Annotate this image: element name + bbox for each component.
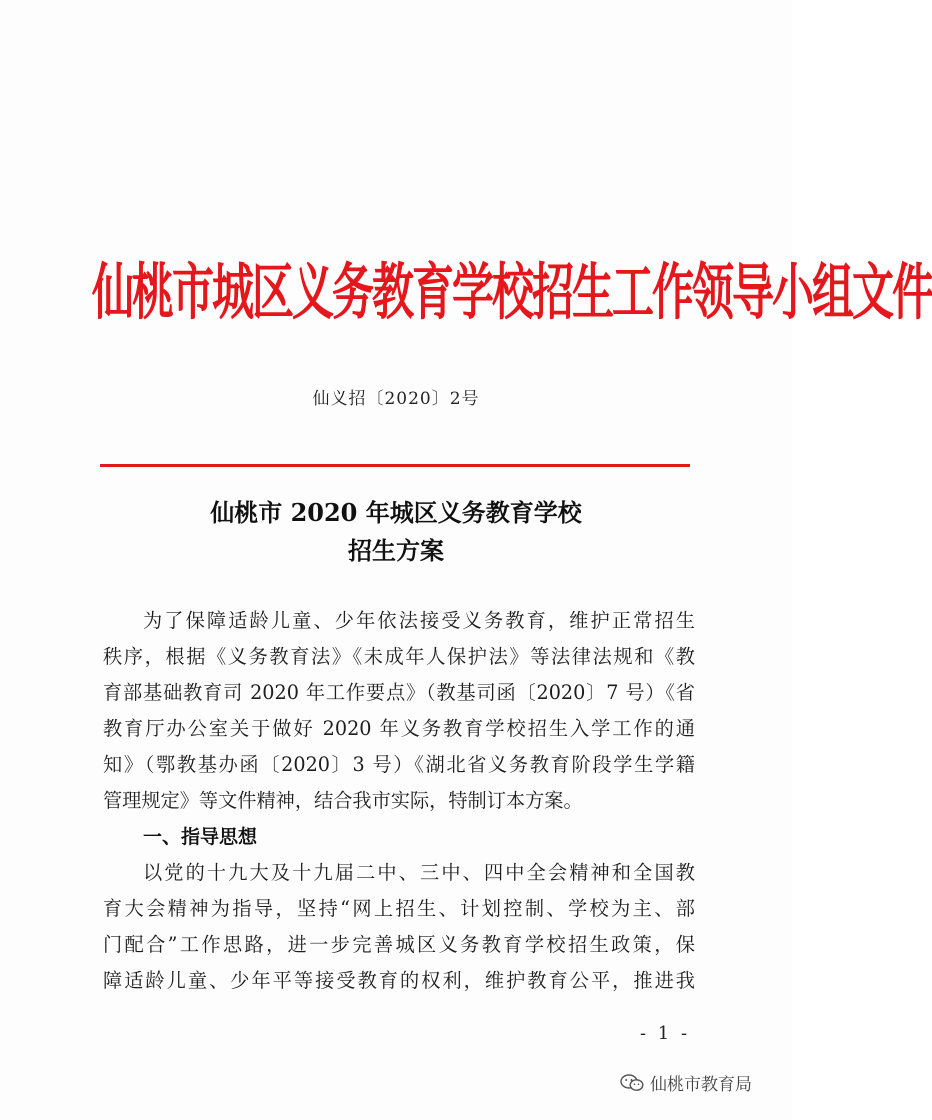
document-header: 仙桃市城区义务教育学校招生工作领导小组文件 — [92, 256, 932, 328]
document-title — [0, 494, 792, 570]
section-heading: 一、指导思想 — [143, 826, 258, 848]
paragraph-line: 门配合”工作思路，进一步完善城区义务教育学校招生政策，保 — [103, 933, 695, 956]
paragraph-line: 管理规定》等文件精神，结合我市实际，特制订本方案。 — [103, 789, 583, 812]
title-line-1: 仙桃市 2020 年城区义务教育学校 — [210, 498, 582, 527]
document-body — [103, 603, 695, 999]
page-number: - 1 - — [640, 1023, 691, 1044]
paragraph-line: 为了保障适龄儿童、少年依法接受义务教育，维护正常招生 — [143, 609, 695, 632]
paragraph-line: 秩序，根据《义务教育法》《未成年人保护法》等法律法规和《教 — [103, 645, 695, 668]
paragraph-line: 知》（鄂教基办函〔2020〕3 号）《湖北省义务教育阶段学生学籍 — [103, 753, 695, 776]
title-line-2: 招生方案 — [348, 536, 444, 565]
paragraph-line: 教育厅办公室关于做好 2020 年义务教育学校招生入学工作的通 — [103, 717, 695, 740]
red-divider — [100, 464, 690, 467]
paragraph-line: 育大会精神为指导，坚持“网上招生、计划控制、学校为主、部 — [103, 897, 695, 920]
paragraph-line: 育部基础教育司 2020 年工作要点》（教基司函〔2020〕7 号）《省 — [103, 681, 695, 704]
wechat-icon — [620, 1074, 644, 1092]
paragraph-line: 障适龄儿童、少年平等接受教育的权利，维护教育公平，推进我 — [103, 969, 695, 992]
watermark-text: 仙桃市教育局 — [650, 1075, 752, 1095]
watermark — [620, 1070, 752, 1095]
paragraph-line: 以党的十九大及十九届二中、三中、四中全会精神和全国教 — [143, 861, 695, 884]
document-number: 仙义招〔2020〕2号 — [312, 389, 480, 409]
